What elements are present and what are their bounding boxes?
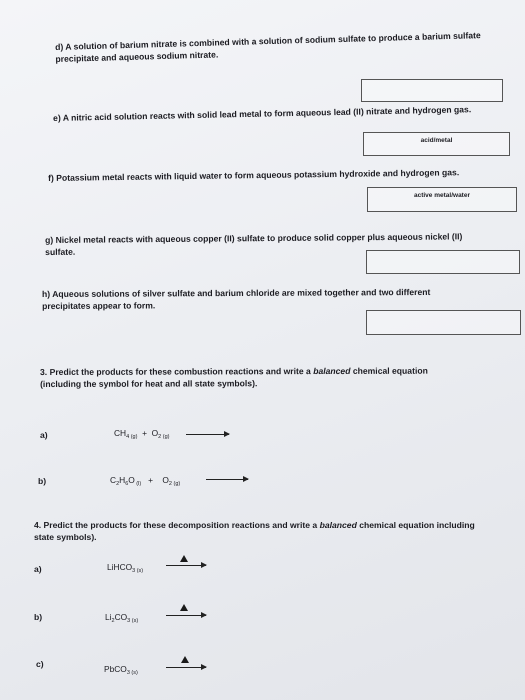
item-3a-label: a) <box>40 430 48 440</box>
item-3b-label: b) <box>38 476 47 486</box>
item-4a-label: a) <box>34 564 42 574</box>
item-4b-label: b) <box>34 612 43 622</box>
answer-box-e[interactable] <box>363 132 510 156</box>
item-4c-label: c) <box>36 659 44 669</box>
heat-symbol-4c <box>181 656 189 663</box>
answer-box-d[interactable] <box>361 79 503 102</box>
reaction-4a: LiHCO$_{3 (s)}$ <box>107 562 144 574</box>
question-h: h) Aqueous solutions of silver sulfate and barium chloride are mixed together and two different precipitates appear to form. <box>42 286 431 311</box>
answer-box-h[interactable] <box>366 310 521 335</box>
question-d: d) A solution of barium nitrate is combined with a solution of sodium sulfate to produce a barium sulfate precipitate and aqueous sodium nitrate. <box>55 30 481 64</box>
section-3-instructions: 3. Predict the products for these combustion reactions and write a balanced chemical equation (including the symbol for heat and all state symbols). <box>40 365 428 389</box>
reaction-arrow-4a <box>166 565 206 566</box>
reaction-arrow-4c <box>166 667 206 668</box>
answer-box-f[interactable] <box>367 187 517 212</box>
reaction-4b: $Li_2CO_{3 (s)}$ <box>105 612 139 624</box>
question-e: e) A nitric acid solution reacts with solid lead metal to form aqueous lead (II) nitrate and hydrogen gas. <box>53 104 472 123</box>
reaction-3b: $C_2H_6O$ $_{(l)}$ + $O_{2 (g)}$ <box>110 475 181 487</box>
answer-box-g[interactable] <box>366 250 520 274</box>
reaction-arrow-3a <box>186 434 229 435</box>
heat-symbol-4b <box>180 604 188 611</box>
section-4-instructions: 4. Predict the products for these decomposition reactions and write a balanced chemical equation including state symbols). <box>34 520 475 542</box>
reaction-3a: $CH_{4 (g)} + O_{2 (g)}$ <box>114 428 170 440</box>
box-label-acid-metal: acid/metal <box>420 137 453 144</box>
question-f: f) Potassium metal reacts with liquid water to form aqueous potassium hydroxide and hydrogen gas. <box>48 167 460 183</box>
reaction-arrow-4b <box>166 615 206 616</box>
heat-symbol-4a <box>180 555 188 562</box>
question-g: g) Nickel metal reacts with aqueous copper (II) sulfate to produce solid copper plus aqueous nickel (II) sulfate. <box>45 231 463 257</box>
box-label-active-metal-water: active metal/water <box>413 192 470 199</box>
reaction-arrow-3b <box>206 479 248 480</box>
reaction-4c: PbCO$_{3 (s)}$ <box>104 664 138 676</box>
